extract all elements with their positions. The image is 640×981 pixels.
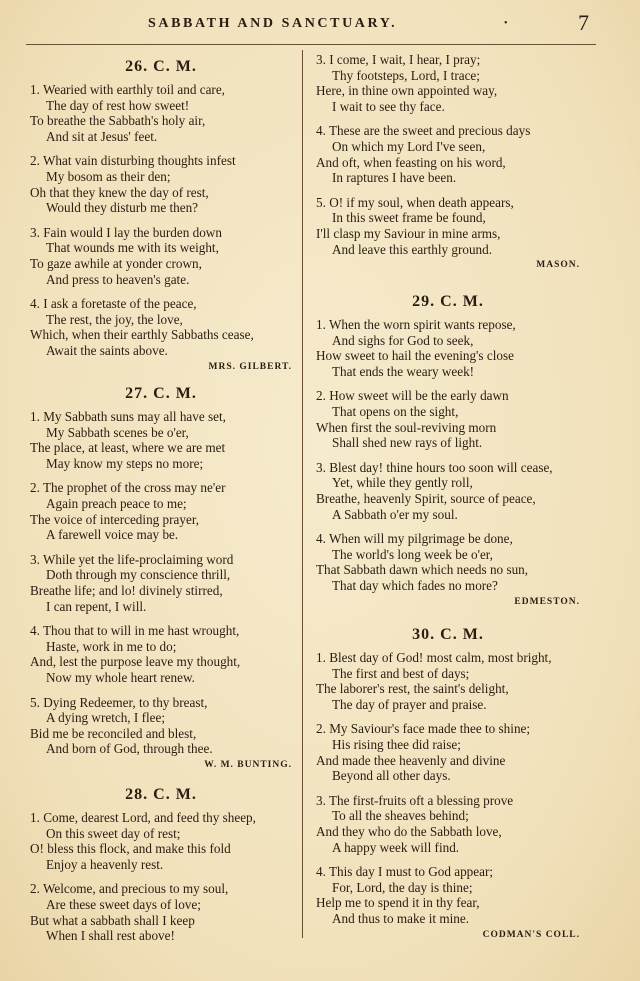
verse-line: 2. My Saviour's face made thee to shine; bbox=[316, 721, 531, 737]
verse-line: When I shall rest above! bbox=[46, 928, 175, 944]
stanza bbox=[316, 721, 580, 783]
running-title: SABBATH AND SANCTUARY. bbox=[148, 16, 398, 31]
verse-line: Here, in thine own appointed way, bbox=[316, 83, 498, 99]
verse-line: For, Lord, the day is thine; bbox=[332, 879, 473, 895]
verse-line: That Sabbath dawn which needs no sun, bbox=[316, 562, 529, 578]
stanza bbox=[316, 317, 580, 379]
stanza bbox=[30, 695, 292, 757]
verse-line: Shall shed new rays of light. bbox=[332, 435, 483, 451]
verse-line: The place, at least, where we are met bbox=[30, 440, 226, 456]
verse-line: 1. When the worn spirit wants repose, bbox=[316, 317, 516, 332]
verse-line: To breathe the Sabbath's holy air, bbox=[30, 113, 206, 129]
verse-line: Haste, work in me to do; bbox=[46, 638, 177, 654]
verse-line: That ends the weary week! bbox=[332, 363, 475, 379]
verse-line: Enjoy a heavenly rest. bbox=[46, 856, 164, 872]
verse-line: 4. These are the sweet and precious days bbox=[316, 123, 531, 139]
verse-line: A happy week will find. bbox=[332, 839, 460, 855]
verse-line: On which my Lord I've seen, bbox=[332, 138, 486, 154]
hymn-title: 29. C. M. bbox=[412, 293, 484, 310]
verse-line: 2. What vain disturbing thoughts infest bbox=[30, 153, 236, 169]
stanza bbox=[30, 82, 292, 144]
header-ornament-dot: • bbox=[504, 18, 508, 29]
stanza bbox=[30, 881, 292, 943]
verse-line: I wait to see thy face. bbox=[332, 98, 445, 114]
stanza bbox=[316, 460, 580, 522]
stanza bbox=[30, 552, 292, 614]
verse-line: Thy footsteps, Lord, I trace; bbox=[332, 67, 480, 83]
verse-line: And sighs for God to seek, bbox=[332, 332, 474, 348]
page-header bbox=[0, 12, 640, 40]
verse-line: 5. O! if my soul, when death appears, bbox=[316, 194, 514, 210]
verse-line: The laborer's rest, the saint's delight, bbox=[316, 681, 509, 697]
hymn-author: EDMESTON. bbox=[514, 596, 580, 607]
hymn-title: 26. C. M. bbox=[125, 58, 197, 75]
verse-line: Doth through my conscience thrill, bbox=[46, 567, 231, 583]
verse-line: On this sweet day of rest; bbox=[46, 825, 181, 841]
verse-line: 5. Dying Redeemer, to thy breast, bbox=[30, 694, 208, 710]
verse-line: To gaze awhile at yonder crown, bbox=[30, 255, 202, 271]
stanza bbox=[30, 409, 292, 471]
stanza bbox=[316, 52, 580, 114]
verse-line: And born of God, through thee. bbox=[46, 741, 213, 757]
stanza bbox=[316, 793, 580, 855]
verse-line: 3. Blest day! thine hours too soon will cease, bbox=[316, 459, 553, 475]
verse-line: Await the saints above. bbox=[46, 342, 168, 358]
verse-line: O! bless this flock, and make this fold bbox=[30, 841, 231, 857]
verse-line: But what a sabbath shall I keep bbox=[30, 912, 195, 928]
verse-line: And they who do the Sabbath love, bbox=[316, 823, 502, 839]
verse-line: A dying wretch, I flee; bbox=[46, 710, 166, 726]
stanza bbox=[30, 296, 292, 358]
verse-line: The rest, the joy, the love, bbox=[46, 311, 183, 327]
hymn-title: 28. C. M. bbox=[125, 786, 197, 803]
verse-line: In this sweet frame be found, bbox=[332, 210, 486, 226]
verse-line: Bid me be reconciled and blest, bbox=[30, 725, 197, 741]
stanza bbox=[30, 810, 292, 872]
hymn-author: W. M. BUNTING. bbox=[204, 759, 292, 770]
hymn-author: CODMAN'S COLL. bbox=[482, 929, 580, 940]
verse-line: When first the soul-reviving morn bbox=[316, 419, 497, 435]
verse-line: 3. The first-fruits oft a blessing prove bbox=[316, 792, 514, 808]
verse-line: And oft, when feasting on his word, bbox=[316, 154, 506, 170]
stanza bbox=[316, 864, 580, 926]
stanza bbox=[30, 480, 292, 542]
verse-line: 2. Welcome, and precious to my soul, bbox=[30, 881, 229, 897]
verse-line: Now my whole heart renew. bbox=[46, 669, 195, 685]
verse-line: That opens on the sight, bbox=[332, 403, 459, 419]
verse-line: That wounds me with its weight, bbox=[46, 240, 219, 256]
verse-line: And press to heaven's gate. bbox=[46, 271, 190, 287]
verse-line: A Sabbath o'er my soul. bbox=[332, 506, 458, 522]
verse-line: That day which fades no more? bbox=[332, 577, 498, 593]
verse-line: 1. Wearied with earthly toil and care, bbox=[30, 82, 225, 97]
stanza bbox=[316, 650, 580, 712]
verse-line: Yet, while they gently roll, bbox=[332, 475, 473, 491]
verse-line: 3. I come, I wait, I hear, I pray; bbox=[316, 52, 481, 67]
verse-line: A farewell voice may be. bbox=[46, 527, 179, 543]
hymn-title: 30. C. M. bbox=[412, 626, 484, 643]
hymn-28-continued bbox=[316, 52, 580, 270]
stanza bbox=[316, 195, 580, 257]
verse-line: 3. While yet the life-proclaiming word bbox=[30, 551, 234, 567]
verse-line: My bosom as their den; bbox=[46, 168, 171, 184]
hymn-30 bbox=[316, 626, 580, 940]
verse-line: To all the sheaves behind; bbox=[332, 808, 469, 824]
verse-line: And sit at Jesus' feet. bbox=[46, 128, 158, 144]
verse-line: Would they disturb me then? bbox=[46, 200, 199, 216]
verse-line: 4. This day I must to God appear; bbox=[316, 864, 494, 880]
verse-line: The day of rest how sweet! bbox=[46, 97, 190, 113]
verse-line: How sweet to hail the evening's close bbox=[316, 348, 514, 364]
verse-line: 1. Come, dearest Lord, and feed thy sheep, bbox=[30, 810, 256, 825]
verse-line: In raptures I have been. bbox=[332, 170, 457, 186]
verse-line: Again preach peace to me; bbox=[46, 495, 187, 511]
verse-line: 1. Blest day of God! most calm, most bright, bbox=[316, 650, 552, 665]
hymn-27 bbox=[30, 385, 292, 770]
verse-line: Are these sweet days of love; bbox=[46, 896, 201, 912]
verse-line: The voice of interceding prayer, bbox=[30, 511, 199, 527]
stanza bbox=[316, 388, 580, 450]
hymn-26 bbox=[30, 58, 292, 372]
verse-line: Breathe, heavenly Spirit, source of peace, bbox=[316, 490, 536, 506]
hymn-author: MASON. bbox=[536, 260, 580, 271]
verse-line: The first and best of days; bbox=[332, 665, 470, 681]
hymn-title: 27. C. M. bbox=[125, 385, 197, 402]
verse-line: And leave this earthly ground. bbox=[332, 241, 493, 257]
verse-line: 1. My Sabbath suns may all have set, bbox=[30, 409, 226, 424]
hymn-28 bbox=[30, 786, 292, 953]
verse-line: The world's long week be o'er, bbox=[332, 546, 493, 562]
header-rule bbox=[26, 44, 596, 45]
verse-line: May know my steps no more; bbox=[46, 455, 204, 471]
verse-line: And made thee heavenly and divine bbox=[316, 752, 506, 768]
stanza bbox=[316, 531, 580, 593]
page-number: 7 bbox=[578, 10, 589, 35]
verse-line: Help me to spend it in thy fear, bbox=[316, 895, 480, 911]
stanza bbox=[30, 225, 292, 287]
verse-line: 4. I ask a foretaste of the peace, bbox=[30, 296, 197, 312]
verse-line: Oh that they knew the day of rest, bbox=[30, 184, 209, 200]
verse-line: Beyond all other days. bbox=[332, 768, 451, 784]
verse-line: 4. Thou that to will in me hast wrought, bbox=[30, 623, 240, 639]
hymn-author: MRS. GILBERT. bbox=[208, 361, 292, 372]
verse-line: Breathe life; and lo! divinely stirred, bbox=[30, 582, 223, 598]
stanza bbox=[316, 123, 580, 185]
verse-line: The day of prayer and praise. bbox=[332, 696, 487, 712]
verse-line: And thus to make it mine. bbox=[332, 910, 469, 926]
verse-line: 2. How sweet will be the early dawn bbox=[316, 388, 509, 404]
stanza bbox=[30, 623, 292, 685]
verse-line: 4. When will my pilgrimage be done, bbox=[316, 531, 513, 547]
verse-line: 2. The prophet of the cross may ne'er bbox=[30, 480, 226, 496]
verse-line: And, lest the purpose leave my thought, bbox=[30, 654, 241, 670]
verse-line: My Sabbath scenes be o'er, bbox=[46, 424, 189, 440]
verse-line: 3. Fain would I lay the burden down bbox=[30, 224, 222, 240]
verse-line: I'll clasp my Saviour in mine arms, bbox=[316, 225, 501, 241]
verse-line: His rising thee did raise; bbox=[332, 736, 461, 752]
verse-line: I can repent, I will. bbox=[46, 598, 147, 614]
verse-line: Which, when their earthly Sabbaths cease, bbox=[30, 327, 254, 343]
column-divider bbox=[302, 50, 303, 938]
hymn-29 bbox=[316, 293, 580, 607]
stanza bbox=[30, 153, 292, 215]
